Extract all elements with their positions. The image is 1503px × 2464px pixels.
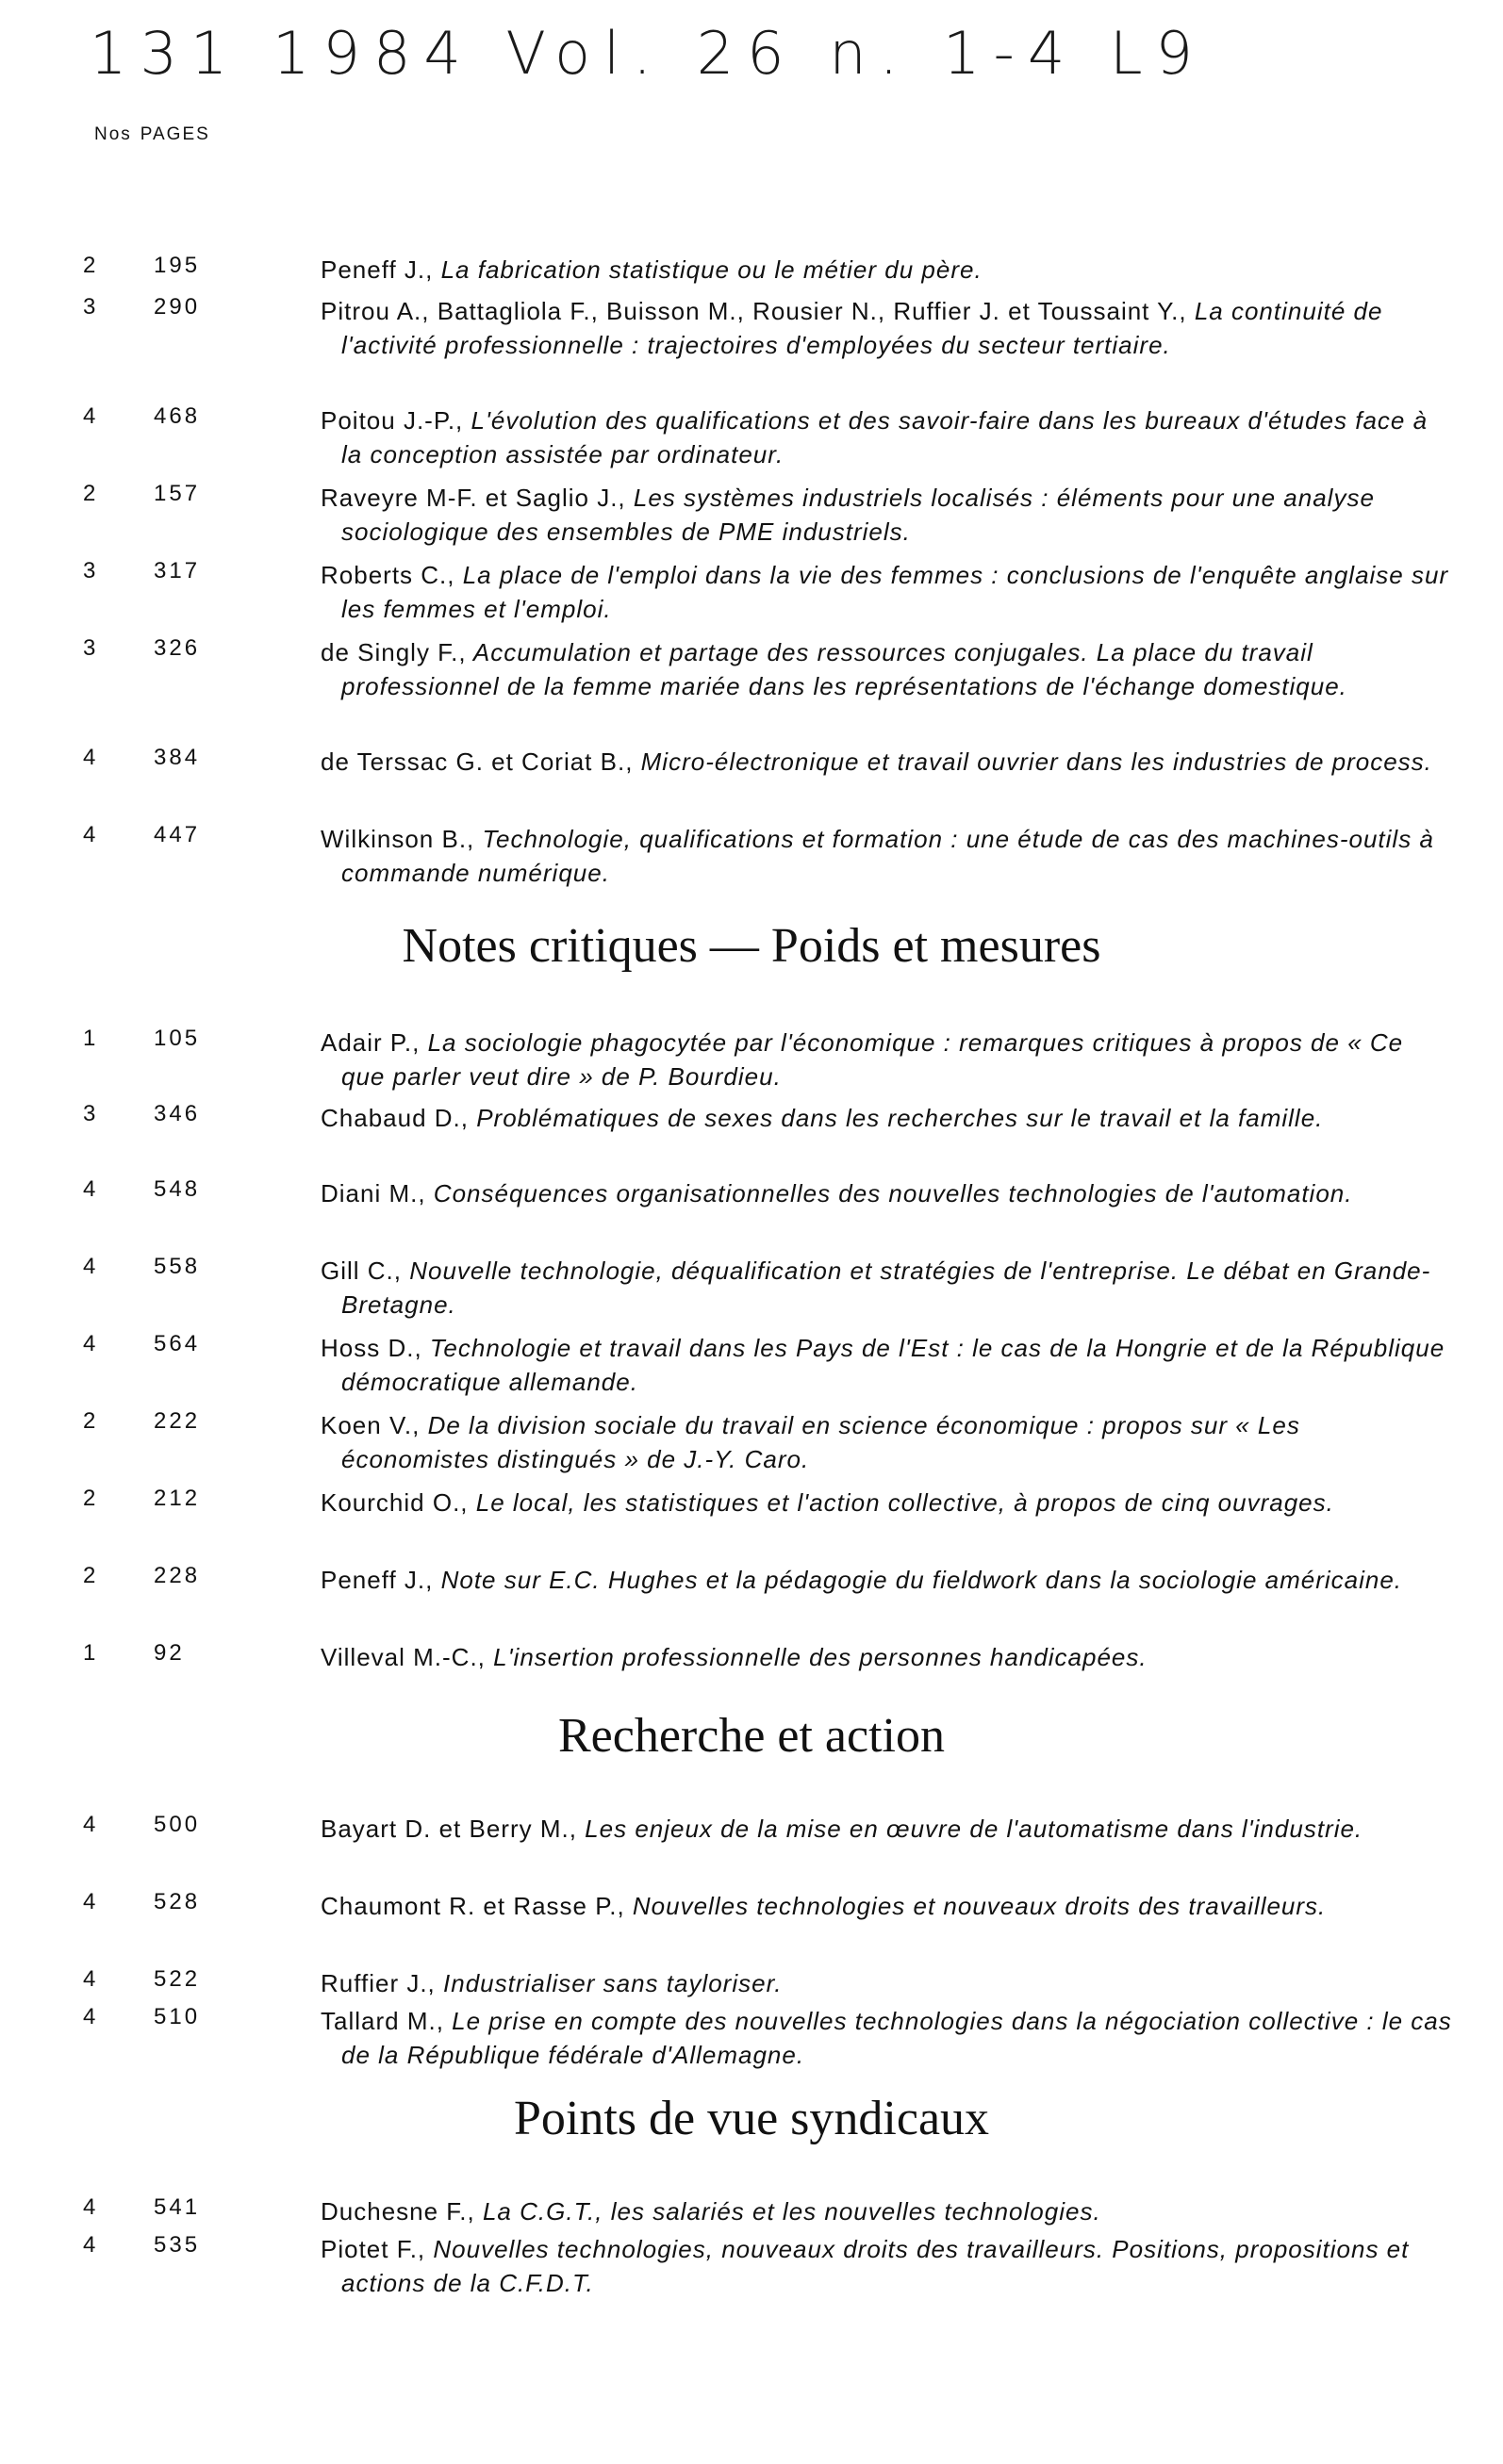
page-number: 228: [154, 1563, 201, 1588]
page-number: 317: [154, 558, 201, 583]
citation: [321, 1889, 1454, 1923]
citation: [321, 403, 1454, 471]
citation-author: Wilkinson B.,: [321, 825, 475, 853]
page-number: 346: [154, 1101, 201, 1126]
citation-title: Les systèmes industriels localisés : éléments pour une analyse sociologique des ensembles de PME industriels.: [341, 484, 1375, 546]
page-number: 558: [154, 1254, 201, 1279]
issue-number: 1: [83, 1026, 97, 1051]
issue-number: 4: [83, 1254, 97, 1279]
citation: [321, 1966, 1454, 2000]
page-number: 541: [154, 2194, 201, 2220]
page-number: 105: [154, 1026, 201, 1051]
section-heading: Points de vue syndicaux: [513, 2092, 990, 2145]
citation-title: Conséquences organisationnelles des nouvelles technologies de l'automation.: [425, 1179, 1353, 1207]
page-number: 535: [154, 2232, 201, 2258]
citation: [321, 1254, 1454, 1322]
citation: [321, 294, 1454, 362]
citation: [321, 1563, 1454, 1597]
citation-title: L'évolution des qualifications et des savoir-faire dans les bureaux d'études face à la conception assistée par ordinateur.: [341, 406, 1429, 468]
citation-title: La sociologie phagocytée par l'économique : remarques critiques à propos de « Ce que parler veut dire » de P. Bourdieu.: [341, 1028, 1404, 1091]
citation-author: Hoss D.,: [321, 1334, 422, 1362]
page-number: 522: [154, 1966, 201, 1992]
citation: [321, 1408, 1454, 1476]
page-number: 384: [154, 745, 201, 770]
issue-number: 2: [83, 1408, 97, 1434]
issue-number: 2: [83, 1563, 97, 1588]
citation-author: Chabaud D.,: [321, 1104, 469, 1132]
citation: [321, 1640, 1454, 1674]
citation: [321, 822, 1454, 890]
citation: [321, 1331, 1454, 1399]
issue-number: 2: [83, 481, 97, 506]
citation-author: Piotet F.,: [321, 2235, 426, 2263]
citation-title: Micro-électronique et travail ouvrier dans les industries de process.: [633, 747, 1432, 776]
issue-number: 4: [83, 1331, 97, 1356]
section-heading: Notes critiques — Poids et mesures: [402, 919, 1101, 973]
issue-number: 4: [83, 745, 97, 770]
citation-title: La place de l'emploi dans la vie des femmes : conclusions de l'enquête anglaise sur les femmes et l'emploi.: [341, 561, 1449, 623]
page-number: 468: [154, 403, 201, 429]
column-label-pages: PAGES: [140, 124, 210, 144]
page-number: 510: [154, 2004, 201, 2029]
citation-author: de Terssac G. et Coriat B.,: [321, 747, 634, 776]
citation: [321, 635, 1454, 703]
citation-author: Poitou J.-P.,: [321, 406, 464, 435]
page-number: 92: [154, 1640, 185, 1666]
issue-number: 4: [83, 2232, 97, 2258]
issue-number: 4: [83, 2004, 97, 2029]
citation-author: Diani M.,: [321, 1179, 426, 1207]
citation: [321, 558, 1454, 626]
page-number: 157: [154, 481, 201, 506]
issue-number: 1: [83, 1640, 97, 1666]
issue-number: 3: [83, 1101, 97, 1126]
column-labels: [94, 119, 210, 146]
citation: [321, 253, 1454, 287]
citation-author: Raveyre M-F. et Saglio J.,: [321, 484, 626, 512]
citation-author: Peneff J.,: [321, 1566, 434, 1594]
citation-title: La continuité de l'activité professionnelle : trajectoires d'employées du secteur tertiaire.: [341, 297, 1383, 359]
page-number: 290: [154, 294, 201, 320]
citation-author: Pitrou A., Battagliola F., Buisson M., Rousier N., Ruffier J. et Toussaint Y.,: [321, 297, 1187, 325]
page-number: 447: [154, 822, 201, 847]
citation: [321, 1026, 1454, 1093]
citation-author: Duchesne F.,: [321, 2197, 475, 2226]
issue-number: 2: [83, 1486, 97, 1511]
issue-number: 3: [83, 635, 97, 661]
citation-title: La C.G.T., les salariés et les nouvelles technologies.: [474, 2197, 1101, 2226]
citation-title: Technologie, qualifications et formation : une étude de cas des machines-outils à commande numérique.: [341, 825, 1434, 887]
issue-number: 4: [83, 1176, 97, 1202]
page-number: 548: [154, 1176, 201, 1202]
column-label-nos: Nos: [94, 124, 132, 144]
issue-number: 4: [83, 2194, 97, 2220]
citation: [321, 745, 1454, 779]
citation-title: La fabrication statistique ou le métier du père.: [433, 255, 983, 284]
citation-title: Industrialiser sans tayloriser.: [435, 1969, 783, 1997]
page-number: 212: [154, 1486, 201, 1511]
citation-title: Technologie et travail dans les Pays de l'Est : le cas de la Hongrie et de la République démocratique allemande.: [341, 1334, 1445, 1396]
issue-number: 3: [83, 558, 97, 583]
citation-title: Accumulation et partage des ressources conjugales. La place du travail professionnel de la femme mariée dans les représentations de l'échange domestique.: [341, 638, 1347, 700]
citation-author: Adair P.,: [321, 1028, 421, 1057]
issue-number: 4: [83, 1812, 97, 1837]
citation: [321, 2004, 1454, 2072]
citation-title: Nouvelles technologies et nouveaux droits des travailleurs.: [624, 1892, 1327, 1920]
citation-author: Peneff J.,: [321, 255, 434, 284]
citation-title: Le prise en compte des nouvelles technologies dans la négociation collective : le cas de la République fédérale d'Allemagne.: [341, 2007, 1452, 2069]
citation-author: Kourchid O.,: [321, 1488, 469, 1517]
citation: [321, 1176, 1454, 1210]
citation-author: Koen V.,: [321, 1411, 421, 1439]
handwritten-header: 131 1984 Vol. 26 n. 1-4 L9: [90, 19, 1206, 88]
citation-title: L'insertion professionnelle des personnes handicapées.: [485, 1643, 1148, 1671]
citation-author: Bayart D. et Berry M.,: [321, 1815, 577, 1843]
issue-number: 4: [83, 822, 97, 847]
page-number: 326: [154, 635, 201, 661]
citation-title: De la division sociale du travail en science économique : propos sur « Les économistes distingués » de J.-Y. Caro.: [341, 1411, 1300, 1473]
citation: [321, 1812, 1454, 1846]
citation-title: Nouvelle technologie, déqualification et stratégies de l'entreprise. Le débat en Grande-Bretagne.: [341, 1257, 1431, 1319]
issue-number: 4: [83, 1889, 97, 1914]
citation: [321, 1101, 1454, 1135]
citation: [321, 481, 1454, 549]
citation-author: Chaumont R. et Rasse P.,: [321, 1892, 625, 1920]
page-number: 564: [154, 1331, 201, 1356]
page-number: 528: [154, 1889, 201, 1914]
citation-author: Gill C.,: [321, 1257, 402, 1285]
page-number: 195: [154, 253, 201, 278]
citation-title: Nouvelles technologies, nouveaux droits des travailleurs. Positions, propositions et actions de la C.F.D.T.: [341, 2235, 1410, 2297]
citation-title: Les enjeux de la mise en œuvre de l'automatisme dans l'industrie.: [576, 1815, 1363, 1843]
issue-number: 2: [83, 253, 97, 278]
citation-author: de Singly F.,: [321, 638, 467, 666]
citation-title: Note sur E.C. Hughes et la pédagogie du fieldwork dans la sociologie américaine.: [433, 1566, 1403, 1594]
citation-title: Problématiques de sexes dans les recherches sur le travail et la famille.: [468, 1104, 1324, 1132]
citation: [321, 2194, 1454, 2228]
section-heading: Recherche et action: [558, 1709, 945, 1763]
citation: [321, 2232, 1454, 2300]
citation-author: Ruffier J.,: [321, 1969, 436, 1997]
page-number: 222: [154, 1408, 201, 1434]
citation-author: Villeval M.-C.,: [321, 1643, 486, 1671]
citation-author: Roberts C.,: [321, 561, 455, 589]
citation-title: Le local, les statistiques et l'action collective, à propos de cinq ouvrages.: [468, 1488, 1334, 1517]
issue-number: 4: [83, 403, 97, 429]
issue-number: 3: [83, 294, 97, 320]
page-number: 500: [154, 1812, 201, 1837]
issue-number: 4: [83, 1966, 97, 1992]
citation: [321, 1486, 1454, 1519]
citation-author: Tallard M.,: [321, 2007, 444, 2035]
